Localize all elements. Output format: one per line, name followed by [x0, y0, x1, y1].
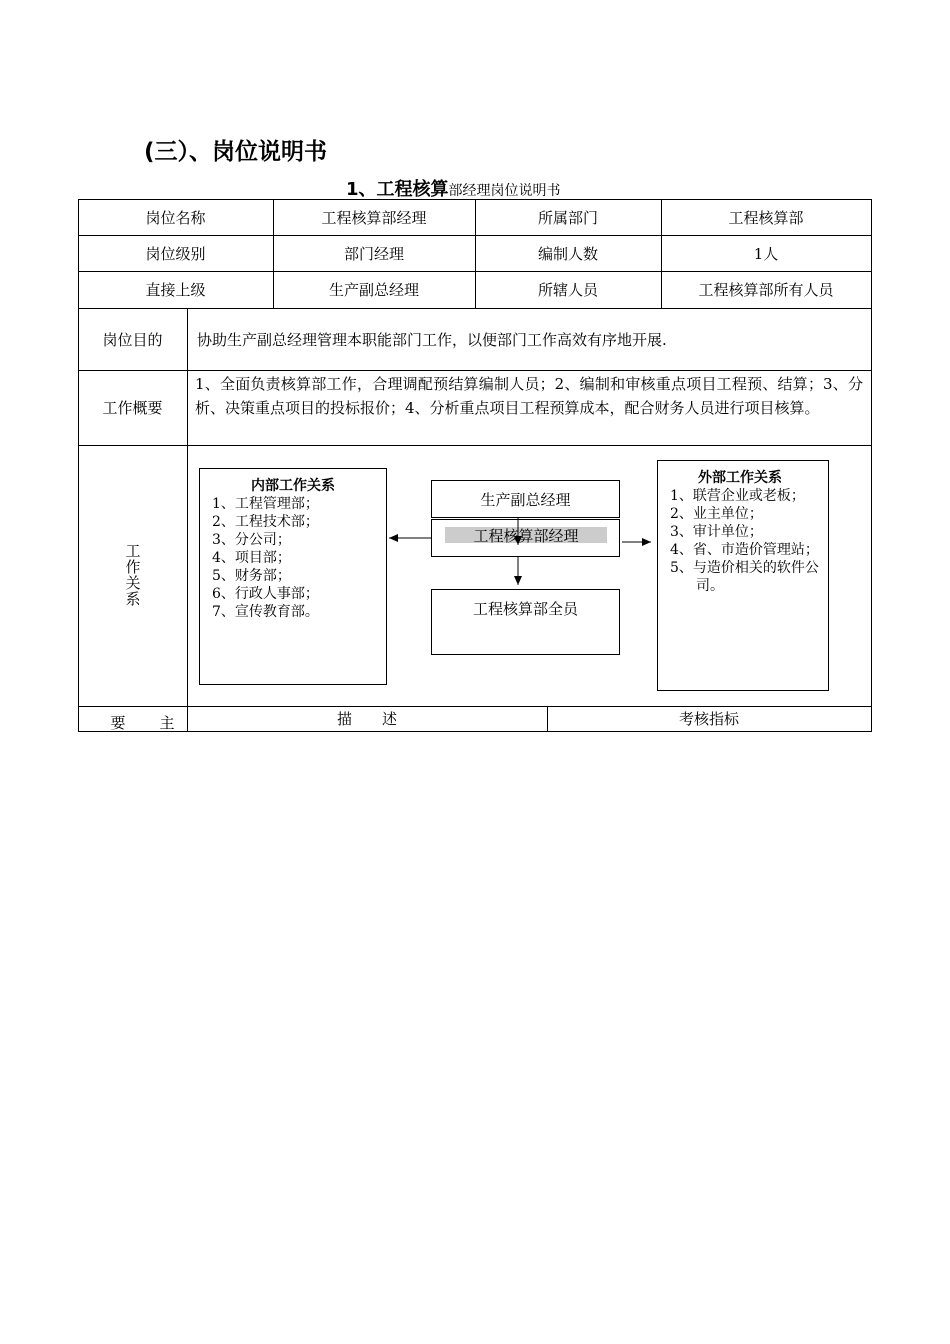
list-item: 7、宣传教育部。: [212, 604, 319, 620]
purpose-text: 协助生产副总经理管理本职能部门工作，以便部门工作高效有序地开展.: [197, 330, 667, 349]
label-purpose: 岗位目的: [102, 330, 163, 349]
label-direct-superior: 直接上级: [145, 281, 206, 299]
doc-title-number: 1、工程核算: [346, 179, 449, 200]
list-item: 1、联营企业或老板；: [670, 488, 805, 504]
internal-relations-title: 内部工作关系: [251, 478, 335, 494]
org-box-vice-gm: 生产副总经理: [431, 480, 620, 518]
list-item: 5、与造价相关的软件公司。: [670, 560, 819, 594]
label-headcount: 编制人数: [537, 244, 598, 263]
list-item: 3、分公司；: [212, 532, 291, 548]
footer-description-header: 描 述: [336, 710, 397, 728]
value-subordinates: 工程核算部所有人员: [698, 281, 834, 299]
external-relations-box: [657, 460, 829, 691]
list-item: 3、审计单位；: [670, 524, 763, 540]
list-item: 4、省、市造价管理站；: [670, 542, 819, 558]
label-subordinates: 所辖人员: [537, 281, 598, 299]
external-relations-title: 外部工作关系: [698, 470, 782, 486]
relations-label-text: 工作关系: [125, 542, 141, 608]
footer-kpi-header: 考核指标: [678, 710, 739, 728]
org-all-staff-label: 工程核算部全员: [472, 599, 578, 618]
value-position-name: 工程核算部经理: [321, 208, 427, 227]
footer-label-b: 主: [159, 713, 175, 732]
list-item: 2、业主单位；: [670, 506, 763, 522]
list-item: 5、财务部；: [212, 568, 291, 584]
label-department: 所属部门: [537, 208, 598, 227]
label-position-level: 岗位级别: [145, 244, 206, 263]
list-item: 1、工程管理部；: [212, 496, 319, 512]
label-overview: 工作概要: [102, 399, 163, 417]
label-position-name: 岗位名称: [145, 208, 206, 227]
org-manager-label: 工程核算部经理: [445, 527, 607, 543]
value-headcount: 1人: [753, 244, 779, 263]
external-relations-list: [670, 487, 822, 595]
list-item: 2、工程技术部；: [212, 514, 319, 530]
value-direct-superior: 生产副总经理: [328, 281, 419, 299]
doc-title-rest: 部经理岗位说明书: [448, 183, 561, 199]
value-department: 工程核算部: [728, 208, 804, 227]
list-item: 6、行政人事部；: [212, 586, 319, 602]
list-item: 4、项目部；: [212, 550, 291, 566]
value-position-level: 部门经理: [343, 244, 404, 263]
section-title: (三）、岗位说明书: [144, 139, 328, 165]
overview-text: 1、全面负责核算部工作，合理调配预结算编制人员；2、编制和审核重点项目工程预、结算；3、分析、决策重点项目的投标报价；4、分析重点项目工程预算成本，配合财务人员进行项目核算。: [195, 375, 863, 417]
footer-label-a: 要: [110, 713, 126, 732]
